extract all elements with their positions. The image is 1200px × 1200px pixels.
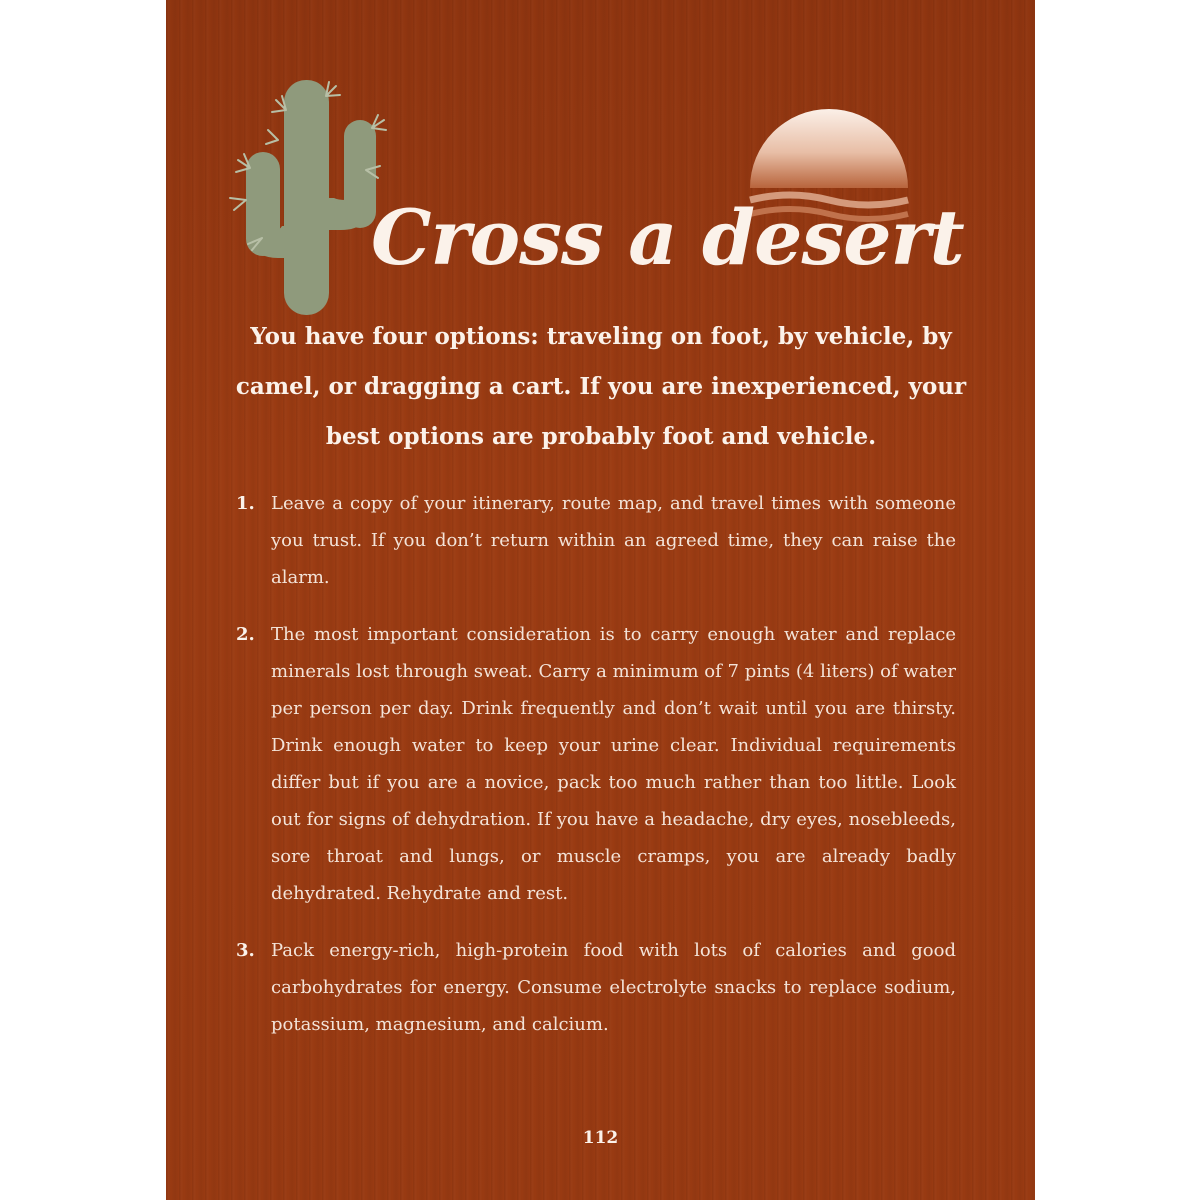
steps-list [236,485,956,1063]
cactus-icon [230,80,386,315]
intro-paragraph: You have four options: traveling on foot, by vehicle, by camel, or dragging a cart. If you are inexperienced, your best options are probably foot and vehicle. [235,323,967,450]
step-number: 3. [236,940,255,961]
page-number: 112 [582,1128,619,1148]
step-number: 2. [236,624,255,645]
page-title: Cross a desert [371,193,964,282]
book-page [166,0,1035,1200]
step-number: 1. [236,493,255,514]
step-text: The most important consideration is to carry enough water and replace minerals lost through sweat. Carry a minimum of 7 pints (4 liters) of water per person per day. Drink frequently and don’t wait until you are thirsty. Drink enough water to keep your urine clear. Individual requirements differ but if you are a novice, pack too much rather than too little. Look out for signs of dehydration. If you have a headache, dry eyes, nosebleeds, sore throat and lungs, or muscle cramps, you are already badly dehydrated. Rehydrate and rest. [271,624,956,904]
step-text: Leave a copy of your itinerary, route map, and travel times with someone you trust. If you don’t return within an agreed time, they can raise the alarm. [271,493,956,588]
step-text: Pack energy-rich, high-protein food with lots of calories and good carbohydrates for energy. Consume electrolyte snacks to replace sodium, potassium, magnesium, and calcium. [271,940,956,1035]
step-item [236,485,956,596]
step-item [236,616,956,912]
step-item [236,932,956,1043]
